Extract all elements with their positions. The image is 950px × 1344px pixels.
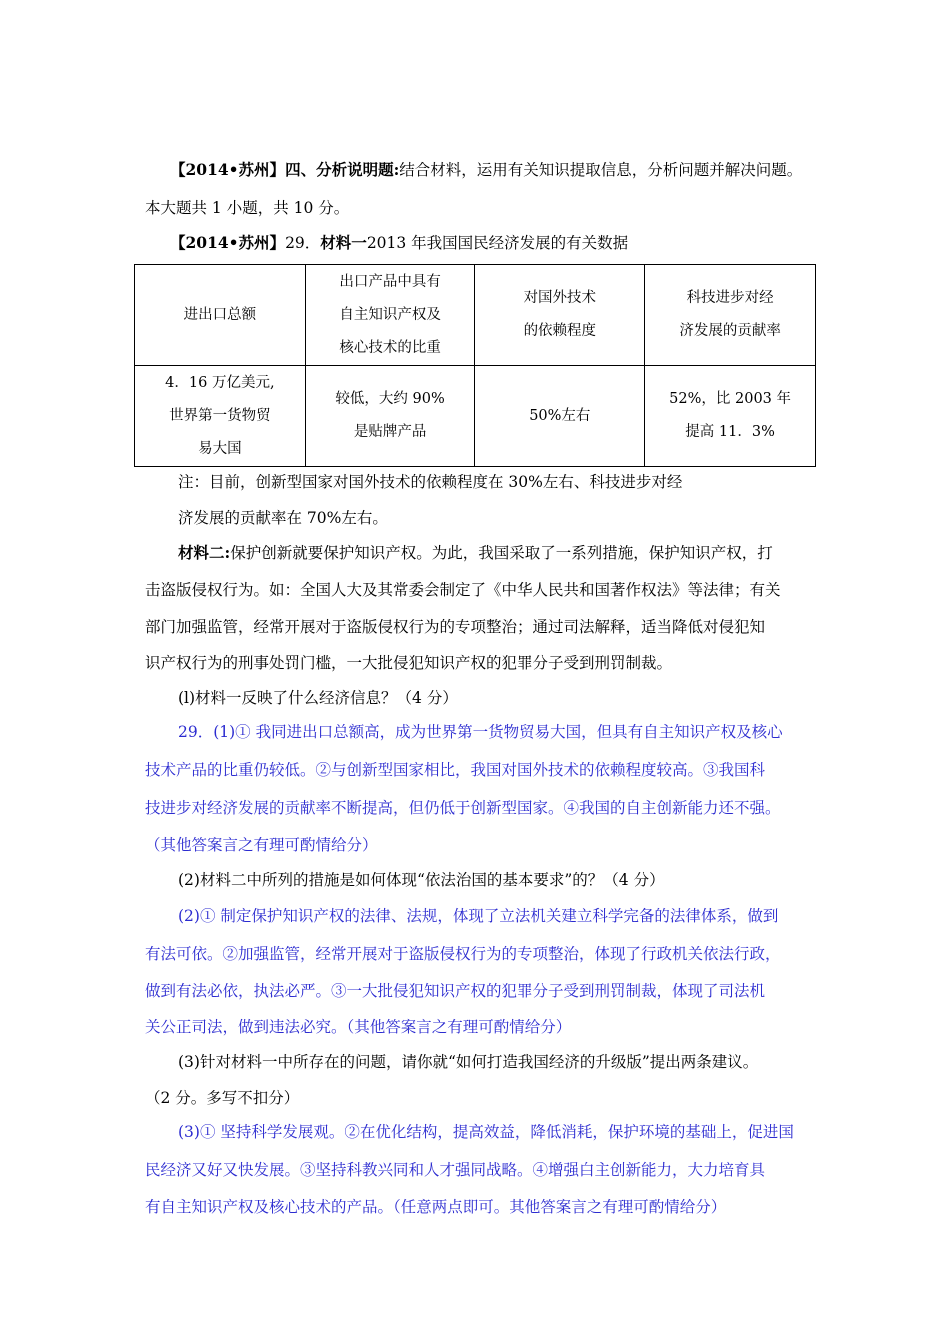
q29-tag: 【2014•苏州】	[170, 233, 286, 252]
question-3-line-1: (3)针对材料一中所存在的问题，请你就“如何打造我国经济的升级版”提出两条建议。	[178, 1053, 759, 1071]
table-header-row	[135, 265, 816, 366]
material2-line-4: 识产权行为的刑事处罚门槛，一大批侵犯知识产权的犯罪分子受到刑罚制裁。	[145, 654, 673, 672]
note-line-1: 注：目前，创新型国家对国外技术的依赖程度在 30%左右、科技进步对经	[178, 473, 683, 491]
question-29-title	[170, 233, 628, 253]
material2-line-1: 材料二:保护创新就要保护知识产权。为此，我国采取了一系列措施，保护知识产权，打	[178, 543, 773, 562]
answer-2-line-4: 关公正司法，做到违法必究。（其他答案言之有理可酌情给分）	[145, 1018, 572, 1036]
answer-1-line-2: 技术产品的比重仍较低。②与创新型国家相比，我国对国外技术的依赖程度较高。③我国科	[145, 761, 766, 779]
header-total-trade: 进出口总额	[135, 265, 306, 366]
answer-1-line-3: 技进步对经济发展的贡献率不断提高，但仍低于创新型国家。④我国的自主创新能力还不强。	[145, 799, 781, 817]
answer-2-line-1: (2)① 制定保护知识产权的法律、法规，体现了立法机关建立科学完备的法律体系，做到	[178, 907, 779, 925]
answer-2-line-2: 有法可依。②加强监管，经常开展对于盗版侵权行为的专项整治，体现了行政机关依法行政，	[145, 945, 781, 963]
intro-instruction: 结合材料，运用有关知识提取信息，分析问题并解决问题。	[399, 161, 803, 179]
table-row	[135, 366, 816, 467]
answer-1-line-1: 29．(1)① 我同进出口总额高，成为世界第一货物贸易大国，但具有自主知识产权及核心	[178, 723, 783, 741]
answer-3-line-1: (3)① 坚持科学发展观。②在优化结构，提高效益，降低消耗，保护环境的基础上，促进国	[178, 1123, 794, 1141]
material1-title: 2013 年我国国民经济发展的有关数据	[366, 234, 629, 252]
question-3-line-2: （2 分。多写不扣分）	[145, 1089, 300, 1107]
intro-line-1	[170, 160, 802, 180]
question-2: (2)材料二中所列的措施是如何体现“依法治国的基本要求”的？（4 分）	[178, 871, 665, 889]
answer-1-line-4: （其他答案言之有理可酌情给分）	[145, 836, 378, 854]
material2-line-3: 部门加强监管，经常开展对于盗版侵权行为的专项整治；通过司法解释，适当降低对侵犯知	[145, 618, 766, 636]
material2-line-2: 击盗版侵权行为。如：全国人大及其常委会制定了《中华人民共和国著作权法》等法律；有关	[145, 581, 781, 599]
header-foreign-dependence: 对国外技术 的依赖程度	[475, 265, 645, 366]
question-1: (l)材料一反映了什么经济信息？（4 分）	[178, 689, 458, 707]
intro-tag: 【2014•苏州】	[170, 160, 286, 179]
header-tech-contribution: 科技进步对经 济发展的贡献率	[645, 265, 816, 366]
answer-3-line-3: 有自主知识产权及核心技术的产品。（任意两点即可。其他答案言之有理可酌情给分）	[145, 1198, 727, 1216]
answer-3-line-2: 民经济又好又快发展。③坚持科教兴同和人才强同战略。④增强白主创新能力，大力培育具	[145, 1161, 766, 1179]
material2-label: 材料二:	[178, 543, 231, 562]
cell-tech-contribution: 52%，比 2003 年 提高 11．3%	[645, 366, 816, 467]
note-line-2: 济发展的贡献率在 70%左右。	[178, 509, 388, 527]
q29-number: 29．	[285, 234, 321, 252]
intro-heading: 四、分析说明题:	[285, 160, 400, 179]
answer-2-line-3: 做到有法必依，执法必严。③一大批侵犯知识产权的犯罪分子受到刑罚制裁，体现了司法机	[145, 982, 766, 1000]
intro-line-2: 本大题共 1 小题，共 10 分。	[145, 199, 350, 217]
cell-total-trade: 4．16 万亿美元, 世界第一货物贸 易大国	[135, 366, 306, 467]
header-ip-share: 出口产品中具有 自主知识产权及 核心技术的比重	[305, 265, 475, 366]
material1-label: 材料一	[320, 233, 367, 252]
cell-foreign-dependence: 50%左右	[475, 366, 645, 467]
economic-data-table	[134, 264, 816, 467]
cell-ip-share: 较低，大约 90% 是贴牌产品	[305, 366, 475, 467]
